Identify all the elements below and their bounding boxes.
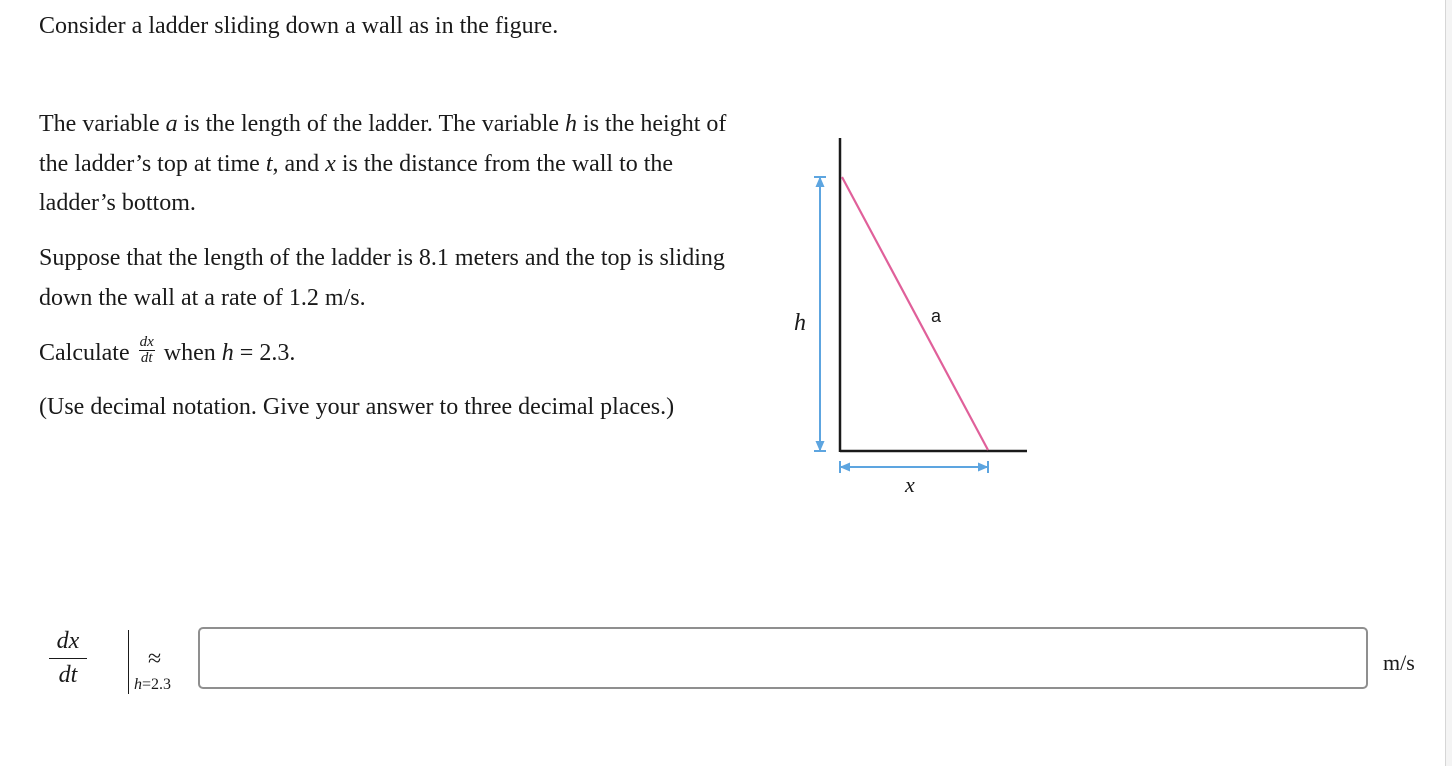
approx-symbol: ≈ <box>148 646 162 672</box>
ladder-line <box>842 177 988 450</box>
frame-edge <box>1445 0 1452 766</box>
var-x: x <box>325 150 336 177</box>
task-statement: Calculate $\frac{dx}{dt}$ when h = 2.3. <box>39 333 296 366</box>
given-values: Suppose that the length of the ladder is 8.1 meters and the top is sliding down the wall at a rate of 1.2 m/s. <box>39 245 725 311</box>
evaluation-subscript: h=2.3 <box>134 676 172 693</box>
answer-input[interactable] <box>198 627 1368 689</box>
var-a: a <box>165 111 178 137</box>
answer-expression <box>45 626 195 706</box>
answer-instructions: (Use decimal notation. Give your answer to three decimal places.) <box>39 394 675 420</box>
lhs-fraction: $\frac{dx}{dt}$ <box>49 626 87 691</box>
variables-description: The variable a is the length of the ladder. The variable h is the height of the ladder’s top at time t, and x is the distance from the wall to the ladder’s bottom. <box>39 111 727 216</box>
unit-label: m/s <box>1383 650 1415 675</box>
var-t: t <box>265 150 273 177</box>
height-dimension <box>814 177 826 451</box>
ladder-figure <box>775 130 1045 500</box>
label-x: x <box>905 472 915 497</box>
label-a: a <box>931 306 942 326</box>
dx-dt-fraction: $\frac{dx}{dt}$ <box>139 333 154 366</box>
var-h: h <box>565 111 578 137</box>
evaluation-bar <box>128 630 129 694</box>
intro-text: Consider a ladder sliding down a wall as in the figure. <box>39 13 559 39</box>
label-h: h <box>794 310 806 336</box>
